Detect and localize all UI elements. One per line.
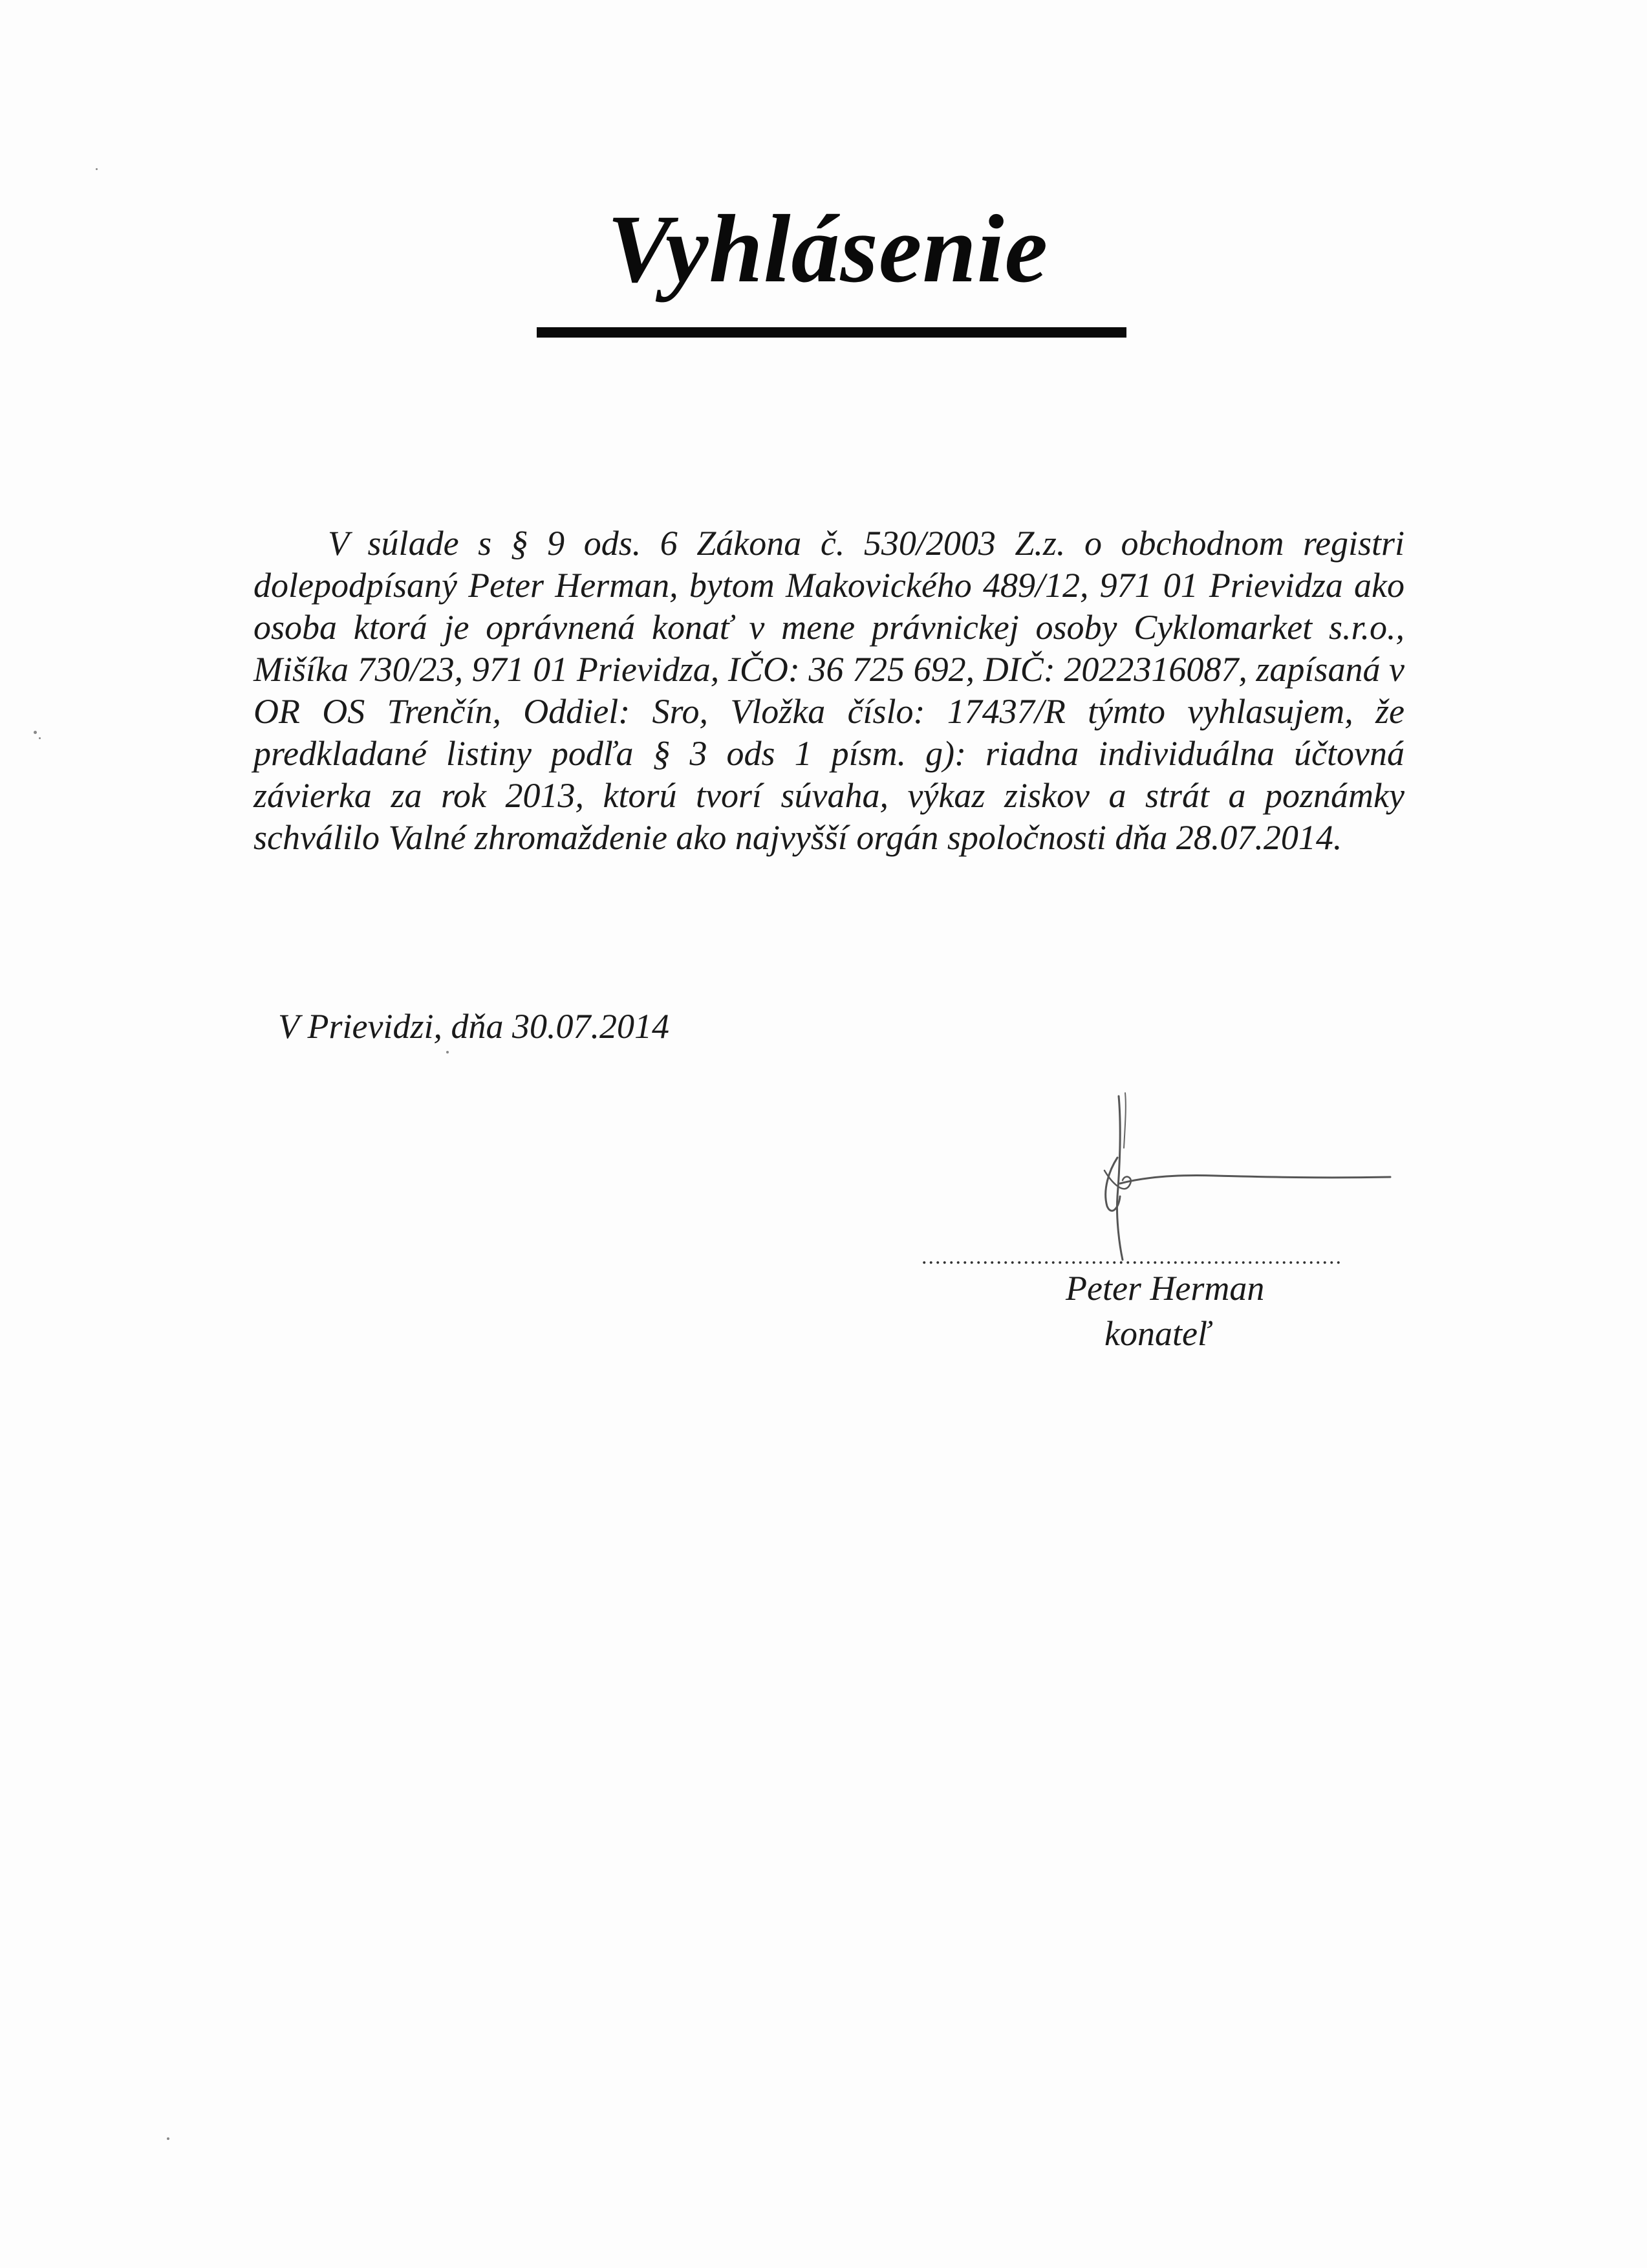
scan-speck <box>446 1051 449 1053</box>
title-underline <box>537 327 1126 338</box>
scan-speck <box>39 737 41 739</box>
scan-speck <box>167 2137 169 2140</box>
signer-name: Peter Herman <box>1066 1269 1265 1308</box>
declaration-text: V súlade s § 9 ods. 6 Zákona č. 530/2003 Z.z. o obchodnom registri dolepodpísaný Peter Herman, bytom Makovického 489/12, 971 01 Prievidza ako osoba ktorá je oprávnená konať v mene právnickej osoby Cyklomarket s.r.o., Mišíka 730/23, 971 01 Prievidza, IČO: 36 725 692, DIČ: 2022316087, zapísaná v OR OS Trenčín, Oddiel: Sro, Vložka číslo: 17437/R týmto vyhlasujem, že predkladané listiny podľa § 3 ods 1 písm. g): riadna individuálna účtovná závierka za rok 2013, ktorú tvorí súvaha, výkaz ziskov a strát a poznámky schválilo Valné zhromaždenie ako najvyšší orgán spoločnosti dňa 28.07.2014. <box>253 524 1405 857</box>
place-and-date: V Prievidzi, dňa 30.07.2014 <box>278 1007 669 1046</box>
signature-line: .............................................................. <box>921 1245 1342 1269</box>
declaration-paragraph <box>253 523 1405 859</box>
scan-speck <box>34 731 37 734</box>
title-block <box>530 195 1125 303</box>
scan-speck <box>96 168 98 170</box>
signer-role: konateľ <box>1104 1314 1211 1353</box>
document-title: Vyhlásenie <box>607 195 1049 303</box>
